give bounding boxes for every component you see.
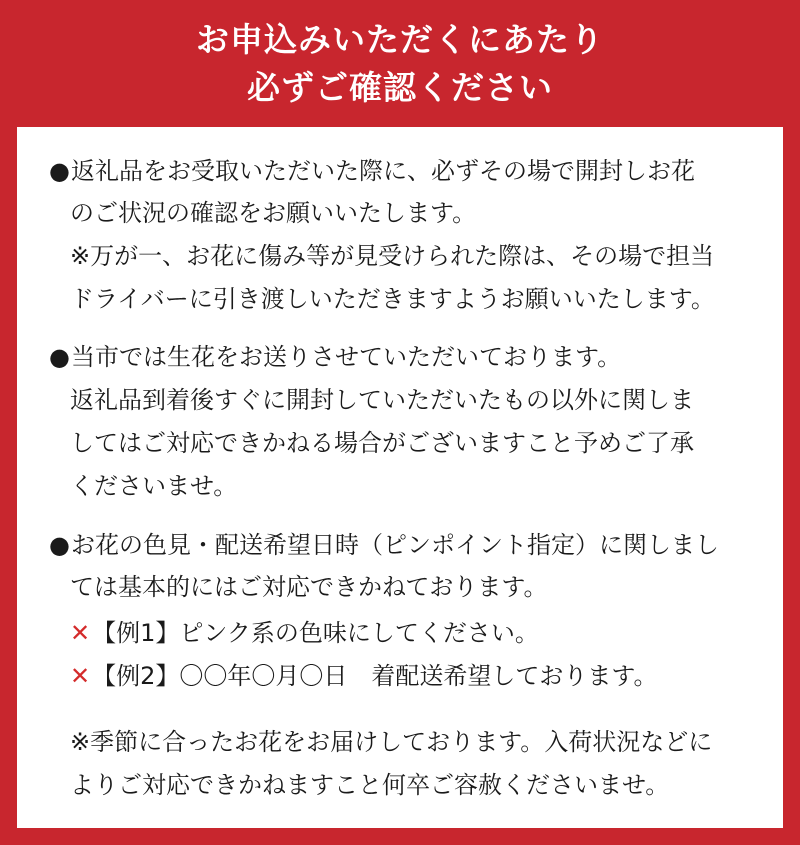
- section2-line4: くださいませ。: [70, 472, 238, 500]
- section2-line2: 返礼品到着後すぐに開封していただいたもの以外に関しま: [70, 386, 694, 414]
- section2-line3: してはご対応できかねる場合がございますこと予めご了承: [70, 429, 694, 457]
- section1-first-line: [49, 153, 695, 189]
- cross-icon: ✕: [70, 662, 91, 690]
- section1-line2: のご状況の確認をお願いいたします。: [70, 199, 477, 227]
- section1-line3: ※万が一、お花に傷み等が見受けられた際は、その場で担当: [70, 242, 715, 270]
- content-panel: [17, 127, 783, 828]
- section2-line1: 当市では生花をお送りさせていただいております。: [71, 343, 622, 371]
- bullet-icon: ●: [49, 157, 70, 185]
- header-title-line1: お申込みいただくにあたり: [196, 19, 604, 59]
- section1-line1: 返礼品をお受取いただいた際に、必ずその場で開封しお花: [71, 157, 695, 185]
- bullet-icon: ●: [49, 531, 70, 559]
- section3-first-line: [49, 527, 719, 563]
- header-banner: [0, 0, 800, 127]
- example1-line: [70, 615, 539, 651]
- note-line1: ※季節に合ったお花をお届けしております。入荷状況などに: [70, 728, 713, 756]
- note-line2: よりご対応できかねますこと何卒ご容赦くださいませ。: [70, 771, 670, 799]
- section1-line4: ドライバーに引き渡しいただきますようお願いいたします。: [70, 285, 715, 313]
- section3-line1: お花の色見・配送希望日時（ピンポイント指定）に関しまし: [71, 531, 719, 559]
- bullet-icon: ●: [49, 343, 70, 371]
- example1-text: 【例1】ピンク系の色味にしてください。: [92, 619, 539, 647]
- example2-text: 【例2】〇〇年〇月〇日 着配送希望しております。: [92, 662, 658, 690]
- example2-line: [70, 658, 657, 694]
- section3-line2: ては基本的にはご対応できかねております。: [70, 573, 548, 601]
- section2-first-line: [49, 339, 621, 375]
- cross-icon: ✕: [70, 619, 91, 647]
- header-title-line2: 必ずご確認ください: [247, 67, 553, 107]
